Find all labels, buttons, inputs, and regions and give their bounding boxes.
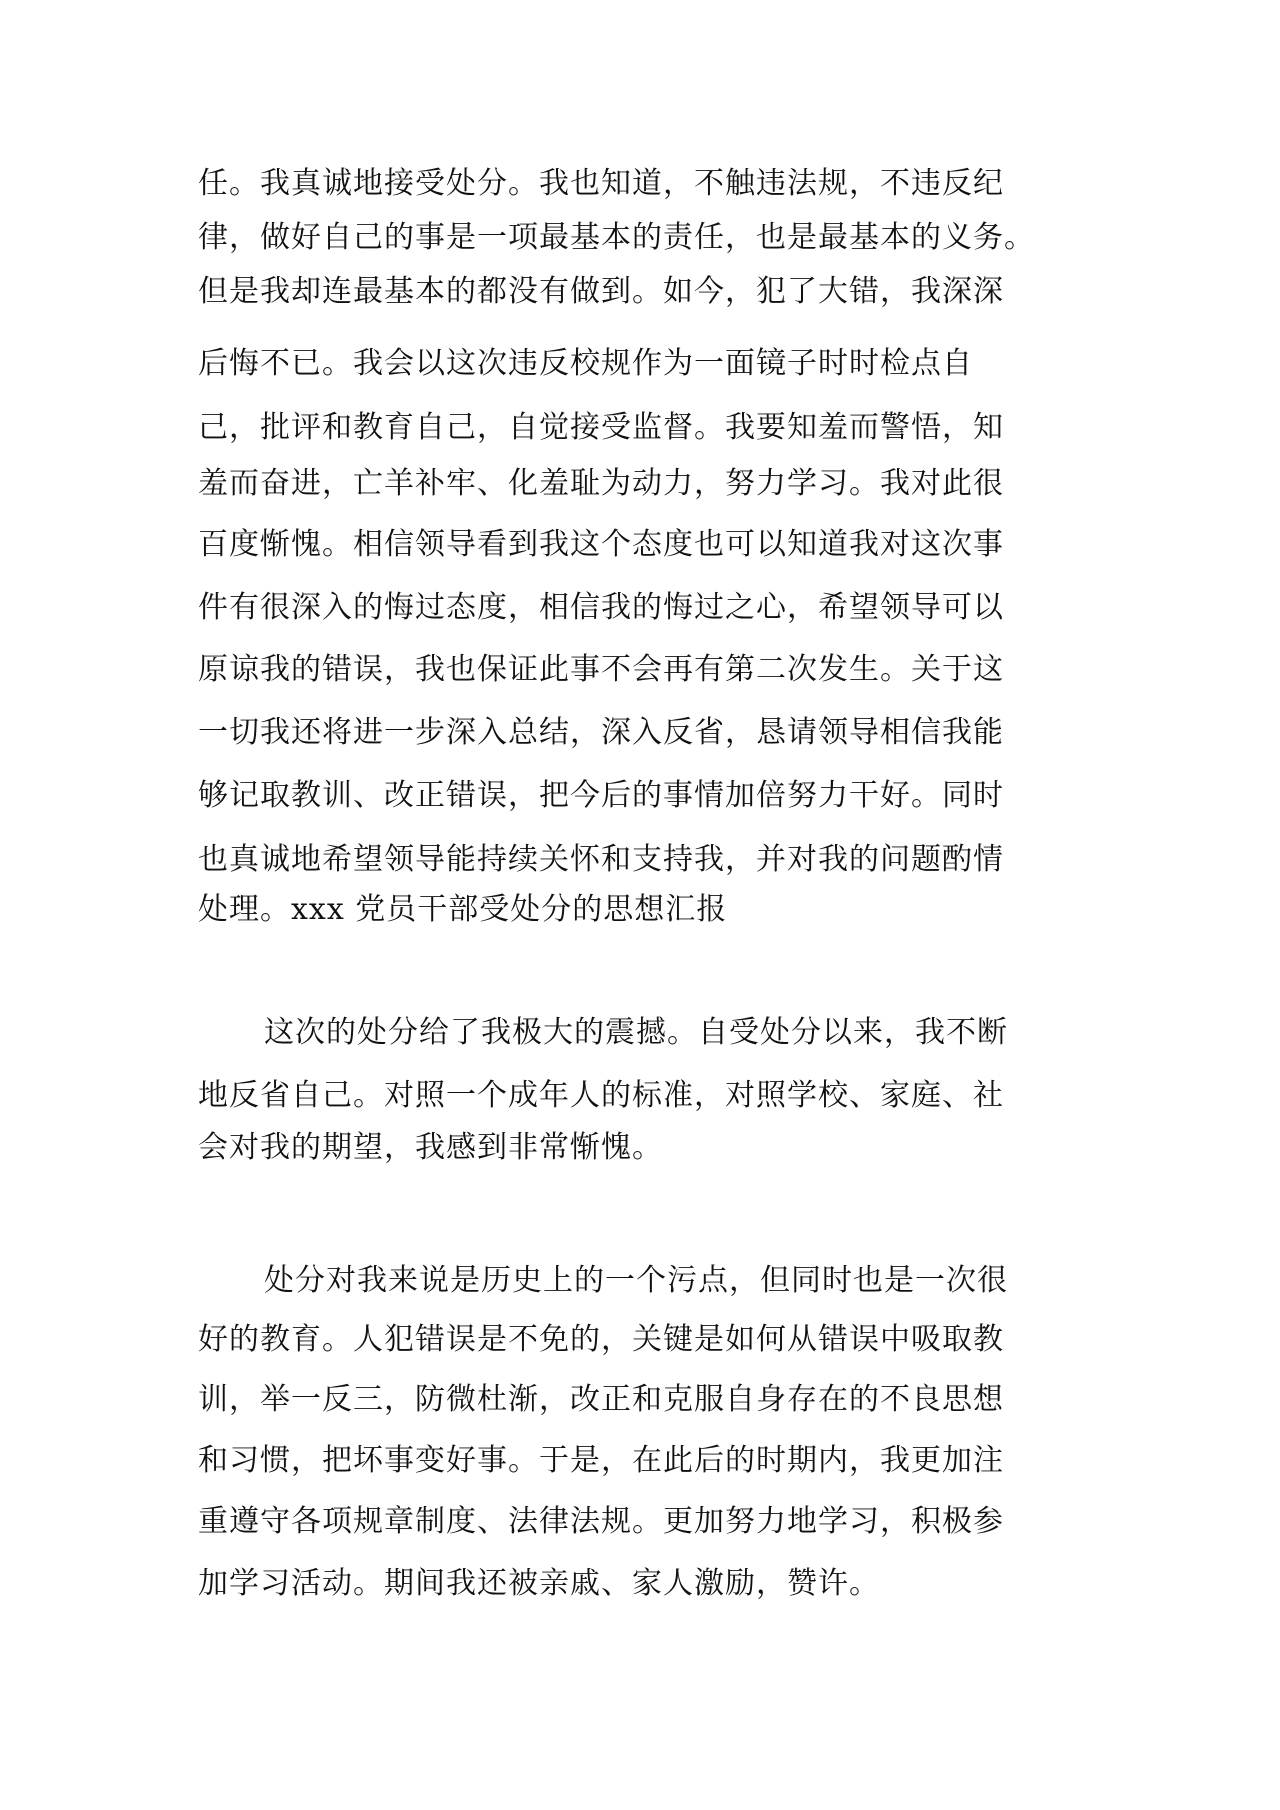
paragraph-1-line-7: 百度惭愧。相信领导看到我这个态度也可以知道我对这次事 [198,527,1004,562]
paragraph-2-line-3: 会对我的期望，我感到非常惭愧。 [198,1130,663,1165]
paragraph-2-line-2: 地反省自己。对照一个成年人的标准，对照学校、家庭、社 [198,1078,1004,1113]
paragraph-1-line-5: 己，批评和教育自己，自觉接受监督。我要知羞而警悟，知 [198,410,1004,445]
paragraph-3-line-4: 和习惯，把坏事变好事。于是，在此后的时期内，我更加注 [198,1443,1004,1478]
paragraph-1-line-3: 但是我却连最基本的都没有做到。如今，犯了大错，我深深 [198,274,1004,309]
paragraph-3-line-6: 加学习活动。期间我还被亲戚、家人激励，赞许。 [198,1566,880,1601]
paragraph-1-line-13: 处理。xxx 党员干部受处分的思想汇报 [198,892,728,927]
paragraph-1-line-10: 一切我还将进一步深入总结，深入反省，恳请领导相信我能 [198,715,1004,750]
paragraph-1-line-4: 后悔不已。我会以这次违反校规作为一面镜子时时检点自 [198,346,973,381]
paragraph-2-line-1: 这次的处分给了我极大的震撼。自受处分以来，我不断 [264,1015,1008,1050]
paragraph-3-line-2: 好的教育。人犯错误是不免的，关键是如何从错误中吸取教 [198,1322,1004,1357]
paragraph-1-line-6: 羞而奋进，亡羊补牢、化羞耻为动力，努力学习。我对此很 [198,466,1004,501]
paragraph-1-line-9: 原谅我的错误，我也保证此事不会再有第二次发生。关于这 [198,652,1004,687]
paragraph-3-line-1: 处分对我来说是历史上的一个污点，但同时也是一次很 [264,1263,1008,1298]
paragraph-3-line-3: 训，举一反三，防微杜渐，改正和克服自身存在的不良思想 [198,1382,1004,1417]
paragraph-1-line-2: 律，做好自己的事是一项最基本的责任，也是最基本的义务。 [198,220,1035,255]
paragraph-1-line-8: 件有很深入的悔过态度，相信我的悔过之心，希望领导可以 [198,590,1004,625]
paragraph-1-line-11: 够记取教训、改正错误，把今后的事情加倍努力干好。同时 [198,778,1004,813]
paragraph-3-line-5: 重遵守各项规章制度、法律法规。更加努力地学习，积极参 [198,1504,1004,1539]
paragraph-1-line-12: 也真诚地希望领导能持续关怀和支持我，并对我的问题酌情 [198,842,1004,877]
paragraph-1-line-1: 任。我真诚地接受处分。我也知道，不触违法规，不违反纪 [198,166,1004,201]
